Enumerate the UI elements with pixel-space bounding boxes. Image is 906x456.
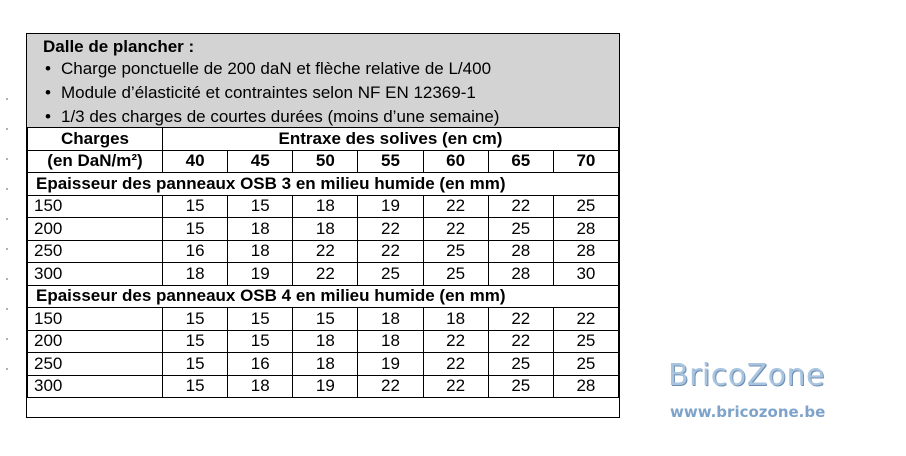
spacing-value-header: 65 [488,150,553,173]
value-cell: 22 [358,240,423,263]
spacing-header: Entraxe des solives (en cm) [163,128,619,151]
value-cell: 18 [358,330,423,353]
value-cell: 22 [488,195,553,218]
value-cell: 15 [228,195,293,218]
value-cell: 18 [228,240,293,263]
intro-bullet-text: 1/3 des charges de courtes durées (moins d’une semaine) [61,107,500,126]
section-title: Epaisseur des panneaux OSB 3 en milieu humide (en mm) [28,173,619,196]
section-title: Epaisseur des panneaux OSB 4 en milieu humide (en mm) [28,285,619,308]
margin-mark [6,218,8,220]
value-cell: 15 [293,308,358,331]
intro-bullet-list [43,57,619,129]
value-cell: 28 [488,263,553,286]
value-cell: 25 [488,353,553,376]
value-cell: 19 [228,263,293,286]
margin-mark [6,308,8,310]
value-cell: 15 [163,330,228,353]
value-cell: 22 [423,353,488,376]
value-cell: 19 [358,195,423,218]
value-cell: 22 [358,218,423,241]
value-cell: 25 [488,218,553,241]
table-row [28,240,619,263]
section-row [28,173,619,196]
margin-mark [6,248,8,250]
load-cell: 250 [28,353,163,376]
load-cell: 200 [28,218,163,241]
osb-thickness-document [26,33,620,418]
value-cell: 22 [358,375,423,398]
intro-bullet-text: Module d’élasticité et contraintes selon NF EN 12369-1 [61,83,476,102]
spacing-value-header: 60 [423,150,488,173]
value-cell: 25 [553,353,618,376]
value-cell: 15 [163,218,228,241]
value-cell: 30 [553,263,618,286]
value-cell: 22 [553,308,618,331]
value-cell: 22 [423,218,488,241]
bullet-icon: • [45,83,51,102]
margin-mark [6,338,8,340]
value-cell: 25 [423,240,488,263]
load-header: Charges [28,128,163,151]
load-cell: 300 [28,375,163,398]
intro-bullet-item [43,81,619,105]
table-row [28,263,619,286]
load-cell: 250 [28,240,163,263]
value-cell: 22 [293,240,358,263]
value-cell: 18 [293,353,358,376]
value-cell: 28 [553,375,618,398]
watermark-site: www.bricozone.be [670,403,826,421]
value-cell: 18 [358,308,423,331]
value-cell: 15 [163,195,228,218]
margin-mark [6,128,8,130]
value-cell: 22 [423,375,488,398]
spacing-value-header: 50 [293,150,358,173]
load-unit-header: (en DaN/m²) [28,150,163,173]
table-row [28,308,619,331]
value-cell: 18 [163,263,228,286]
value-cell: 19 [293,375,358,398]
margin-mark [6,278,8,280]
margin-mark [6,368,8,370]
spacing-value-header: 40 [163,150,228,173]
value-cell: 25 [488,375,553,398]
value-cell: 18 [228,375,293,398]
load-cell: 150 [28,308,163,331]
intro-bullet-item [43,57,619,81]
value-cell: 25 [553,330,618,353]
value-cell: 18 [423,308,488,331]
margin-mark [6,188,8,190]
spacing-value-header: 70 [553,150,618,173]
header-row [28,150,619,173]
intro-box [27,34,619,128]
value-cell: 15 [163,308,228,331]
value-cell: 18 [228,218,293,241]
table-row [28,195,619,218]
load-cell: 200 [28,330,163,353]
value-cell: 22 [423,330,488,353]
spacing-value-header: 55 [358,150,423,173]
watermark-brand: BricoZone [668,358,825,393]
value-cell: 22 [293,263,358,286]
value-cell: 22 [423,195,488,218]
table-row [28,353,619,376]
value-cell: 28 [553,240,618,263]
table-row [28,218,619,241]
value-cell: 18 [293,218,358,241]
value-cell: 28 [553,218,618,241]
value-cell: 19 [358,353,423,376]
margin-mark [6,158,8,160]
table-row [28,375,619,398]
value-cell: 15 [163,375,228,398]
value-cell: 25 [358,263,423,286]
value-cell: 15 [163,353,228,376]
intro-bullet-text: Charge ponctuelle de 200 daN et flèche relative de L/400 [61,59,492,78]
intro-bullet-item [43,105,619,129]
section-row [28,285,619,308]
load-cell: 300 [28,263,163,286]
value-cell: 18 [293,195,358,218]
value-cell: 22 [488,308,553,331]
intro-title: Dalle de plancher : [43,37,195,56]
value-cell: 18 [293,330,358,353]
value-cell: 25 [423,263,488,286]
value-cell: 15 [228,308,293,331]
value-cell: 15 [228,330,293,353]
bullet-icon: • [45,59,51,78]
value-cell: 25 [553,195,618,218]
bullet-icon: • [45,107,51,126]
value-cell: 22 [488,330,553,353]
value-cell: 28 [488,240,553,263]
value-cell: 16 [163,240,228,263]
load-cell: 150 [28,195,163,218]
table-row [28,330,619,353]
thickness-table [27,127,619,398]
margin-mark [6,98,8,100]
value-cell: 16 [228,353,293,376]
spacing-value-header: 45 [228,150,293,173]
header-row [28,128,619,151]
